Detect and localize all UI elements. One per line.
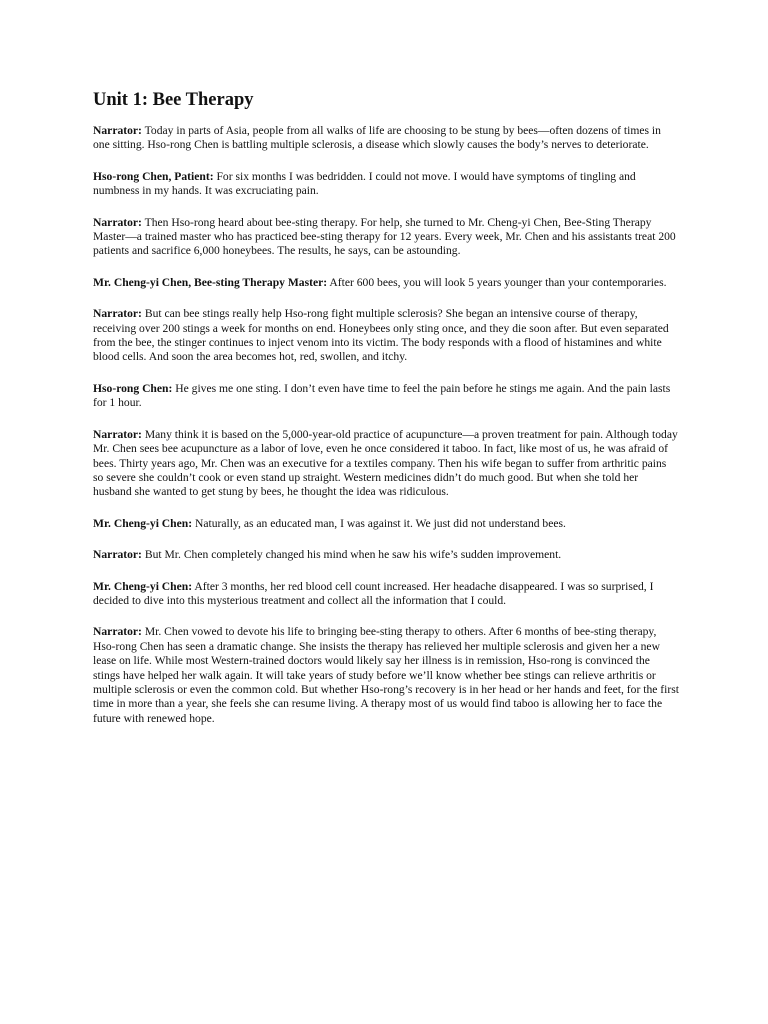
paragraph-9 [93, 548, 679, 562]
paragraph-text: Today in parts of Asia, people from all walks of life are choosing to be stung by bees—often dozens of times in one sitting. Hso-rong Chen is battling multiple sclerosis, a disease which slowly causes the body’s nerves to deteriorate. [93, 124, 661, 152]
speaker-label: Narrator: [93, 548, 142, 562]
paragraph-10 [93, 580, 679, 609]
speaker-label: Mr. Cheng-yi Chen: [93, 579, 193, 593]
paragraph-2 [93, 170, 679, 199]
paragraph-6 [93, 382, 679, 411]
paragraph-text: Then Hso-rong heard about bee-sting therapy. For help, she turned to Mr. Cheng-yi Chen, Bee-Sting Therapy Master—a trained master who has practiced bee-sting therapy for 12 years. Every week, Mr. Chen and his assistants treat 200 patients and sacrifice 6,000 honeybees. The results, he says, can be astounding. [93, 215, 676, 258]
paragraph-text: But Mr. Chen completely changed his mind when he saw his wife’s sudden improvement. [144, 548, 562, 562]
paragraph-5 [93, 307, 679, 365]
speaker-label: Narrator: [93, 307, 142, 321]
paragraph-text: Many think it is based on the 5,000-year-old practice of acupuncture—a proven treatment for pain. Although today Mr. Chen sees bee acupuncture as a labor of love, even he once considered it taboo. In fact, like most of us, he was afraid of bees. Thirty years ago, Mr. Chen was an executive for a textiles company. Then his wife began to suffer from arthritic pains so severe she couldn’t cook or even stand up straight. Western medicines didn’t do much good. But when she told her husband she wanted to get stung by bees, he thought the idea was ridiculous. [93, 427, 678, 499]
paragraph-text: After 3 months, her red blood cell count increased. Her headache disappeared. I was so surprised, I decided to dive into this mysterious treatment and collect all the information that I could. [93, 579, 654, 607]
paragraph-11 [93, 625, 679, 726]
paragraph-text: Mr. Chen vowed to devote his life to bringing bee-sting therapy to others. After 6 months of bee-sting therapy, Hso-rong Chen has seen a dramatic change. She insists the therapy has relieved her multiple sclerosis and given her a new lease on life. While most Western-trained doctors would likely say her illness is in remission, Hso-rong is convinced the stings have helped her walk again. It will take years of study before we’ll know whether bee stings can relieve arthritis or multiple sclerosis or even the common cold. But whether Hso-rong’s recovery is in her head or her hands and feet, for the first time in more than a year, she feels she can resume living. A therapy most of us would find taboo is allowing her to face the future with renewed hope. [93, 625, 679, 725]
paragraph-text: After 600 bees, you will look 5 years younger than your contemporaries. [329, 275, 667, 289]
paragraph-1 [93, 124, 679, 153]
speaker-label: Narrator: [93, 124, 142, 137]
paragraph-text: He gives me one sting. I don’t even have time to feel the pain before he stings me again. And the pain lasts for 1 hour. [93, 381, 671, 410]
speaker-label: Mr. Cheng-yi Chen: [93, 516, 193, 530]
page-title: Unit 1: Bee Therapy [93, 90, 254, 110]
speaker-label: Hso-rong Chen, Patient: [93, 169, 214, 183]
paragraph-8 [93, 517, 679, 531]
document-page [93, 88, 679, 743]
speaker-label: Hso-rong Chen: [93, 381, 173, 395]
paragraph-text: But can bee stings really help Hso-rong fight multiple sclerosis? She began an intensive course of therapy, receiving over 200 stings a week for months on end. Honeybees only sting once, and they die soon after. But even separated from the bee, the stinger continues to inject venom into its victim. The body responds with a flood of histamines and white blood cells. And soon the area becomes hot, red, swollen, and itchy. [93, 307, 669, 364]
speaker-label: Narrator: [93, 625, 142, 639]
speaker-label: Narrator: [93, 215, 142, 229]
speaker-label: Narrator: [93, 427, 142, 441]
paragraph-text: For six months I was bedridden. I could not move. I would have symptoms of tingling and numbness in my hands. It was excruciating pain. [93, 169, 636, 198]
paragraph-7 [93, 428, 679, 500]
paragraph-3 [93, 216, 679, 259]
paragraph-text: Naturally, as an educated man, I was against it. We just did not understand bees. [195, 516, 566, 530]
speaker-label: Mr. Cheng-yi Chen, Bee-sting Therapy Master: [93, 275, 328, 289]
paragraph-4 [93, 276, 679, 290]
